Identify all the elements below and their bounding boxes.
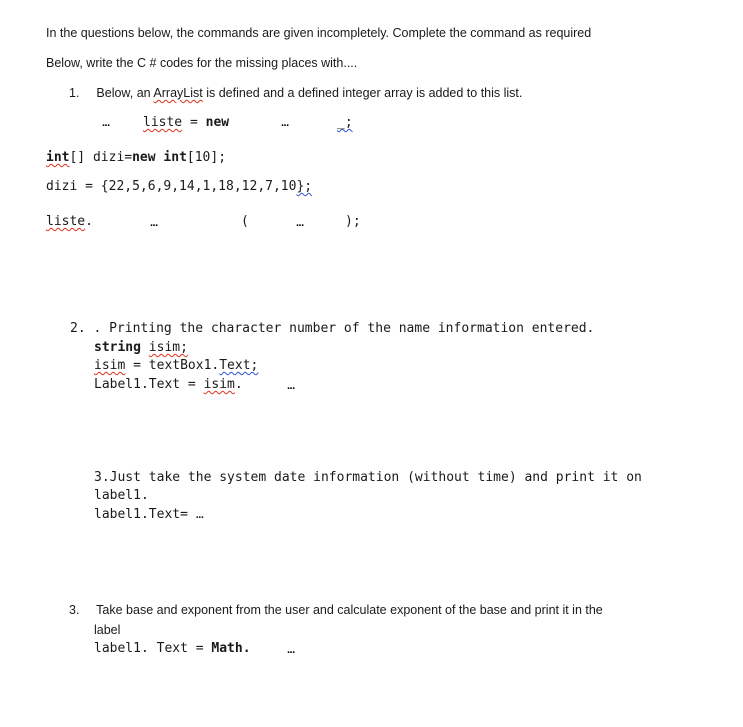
q1-line-b xyxy=(46,150,226,165)
q3b-heading xyxy=(69,603,603,617)
q2-string-keyword: string xyxy=(94,340,141,355)
q3b-line-3 xyxy=(94,641,251,656)
q1-line-c xyxy=(46,179,312,194)
q3a-line-2: label1. xyxy=(94,488,149,503)
q1-arraylist: ArrayList xyxy=(153,86,203,100)
intro-line-1: In the questions below, the commands are given incompletely. Complete the command as required xyxy=(46,26,592,40)
q1-brackets: [] xyxy=(69,150,86,165)
q2-label-assign: Label1.Text = xyxy=(94,377,204,392)
q3a-line-1: 3.Just take the system date information (without time) and print it on xyxy=(94,470,642,485)
q1-array-close: }; xyxy=(296,179,313,194)
q2-blank: ... xyxy=(287,380,295,392)
q3b-label-assign: label1. Text = xyxy=(94,641,212,656)
q3a-label-assign: label1.Text= xyxy=(94,507,196,522)
q3a-blank: ... xyxy=(195,509,204,521)
q1-int-keyword: int xyxy=(46,150,70,165)
q1-text-after: is defined and a defined integer array is added to this list. xyxy=(202,86,523,100)
q1-blank-1: ... xyxy=(102,117,110,129)
q2-title: 2. . Printing the character number of the name information entered. xyxy=(70,321,595,336)
q2-line-3 xyxy=(94,377,243,392)
q1-array-size: [10]; xyxy=(186,150,227,165)
q3b-number: 3. xyxy=(69,603,80,617)
q1-new-keyword-2: new xyxy=(132,150,156,165)
q2-textbox: = textBox1. xyxy=(125,358,220,373)
q2-dot: . xyxy=(234,377,243,392)
q2-isim-decl: isim; xyxy=(148,340,188,355)
q1-int-keyword-2: int xyxy=(163,150,187,165)
q1-new-keyword: new xyxy=(205,115,230,130)
q1-semicolon-blank: _; xyxy=(337,115,353,130)
q2-isim-var-2: isim xyxy=(203,377,235,392)
q1-number: 1. xyxy=(69,86,80,100)
q2-line-2 xyxy=(94,358,258,373)
q1-dizi-decl: dizi= xyxy=(85,150,133,165)
q1-liste-2: liste xyxy=(46,214,86,229)
q1-blank-4: ... xyxy=(296,217,304,229)
q1-blank-3: ... xyxy=(150,217,158,229)
q1-dot: . xyxy=(85,214,93,229)
q2-text-prop: Text; xyxy=(219,358,259,373)
q1-line-d xyxy=(46,214,93,229)
intro-line-2: Below, write the C # codes for the missing places with.... xyxy=(46,56,358,70)
q1-liste: liste xyxy=(143,115,183,130)
q1-text-before: Below, an xyxy=(96,86,154,100)
q3b-line-2: label xyxy=(94,623,121,637)
q2-space xyxy=(141,340,149,355)
q1-blank-2: ... xyxy=(281,117,289,129)
q1-eq: = xyxy=(182,115,206,130)
q3a-line-3 xyxy=(94,507,203,522)
q1-line-a xyxy=(143,115,229,130)
q2-isim-var: isim xyxy=(94,358,126,373)
q1-array-values: dizi = {22,5,6,9,14,1,18,12,7,10 xyxy=(46,179,297,194)
q2-line-1 xyxy=(94,340,188,355)
q3b-line-1: Take base and exponent from the user and calculate exponent of the base and print it in the xyxy=(96,603,603,617)
q3b-math: Math. xyxy=(211,641,251,656)
q1-open-paren: ( xyxy=(241,214,249,229)
q1-close-paren: ); xyxy=(345,214,361,229)
q1-heading xyxy=(69,86,522,100)
q3b-blank: ... xyxy=(287,644,295,656)
